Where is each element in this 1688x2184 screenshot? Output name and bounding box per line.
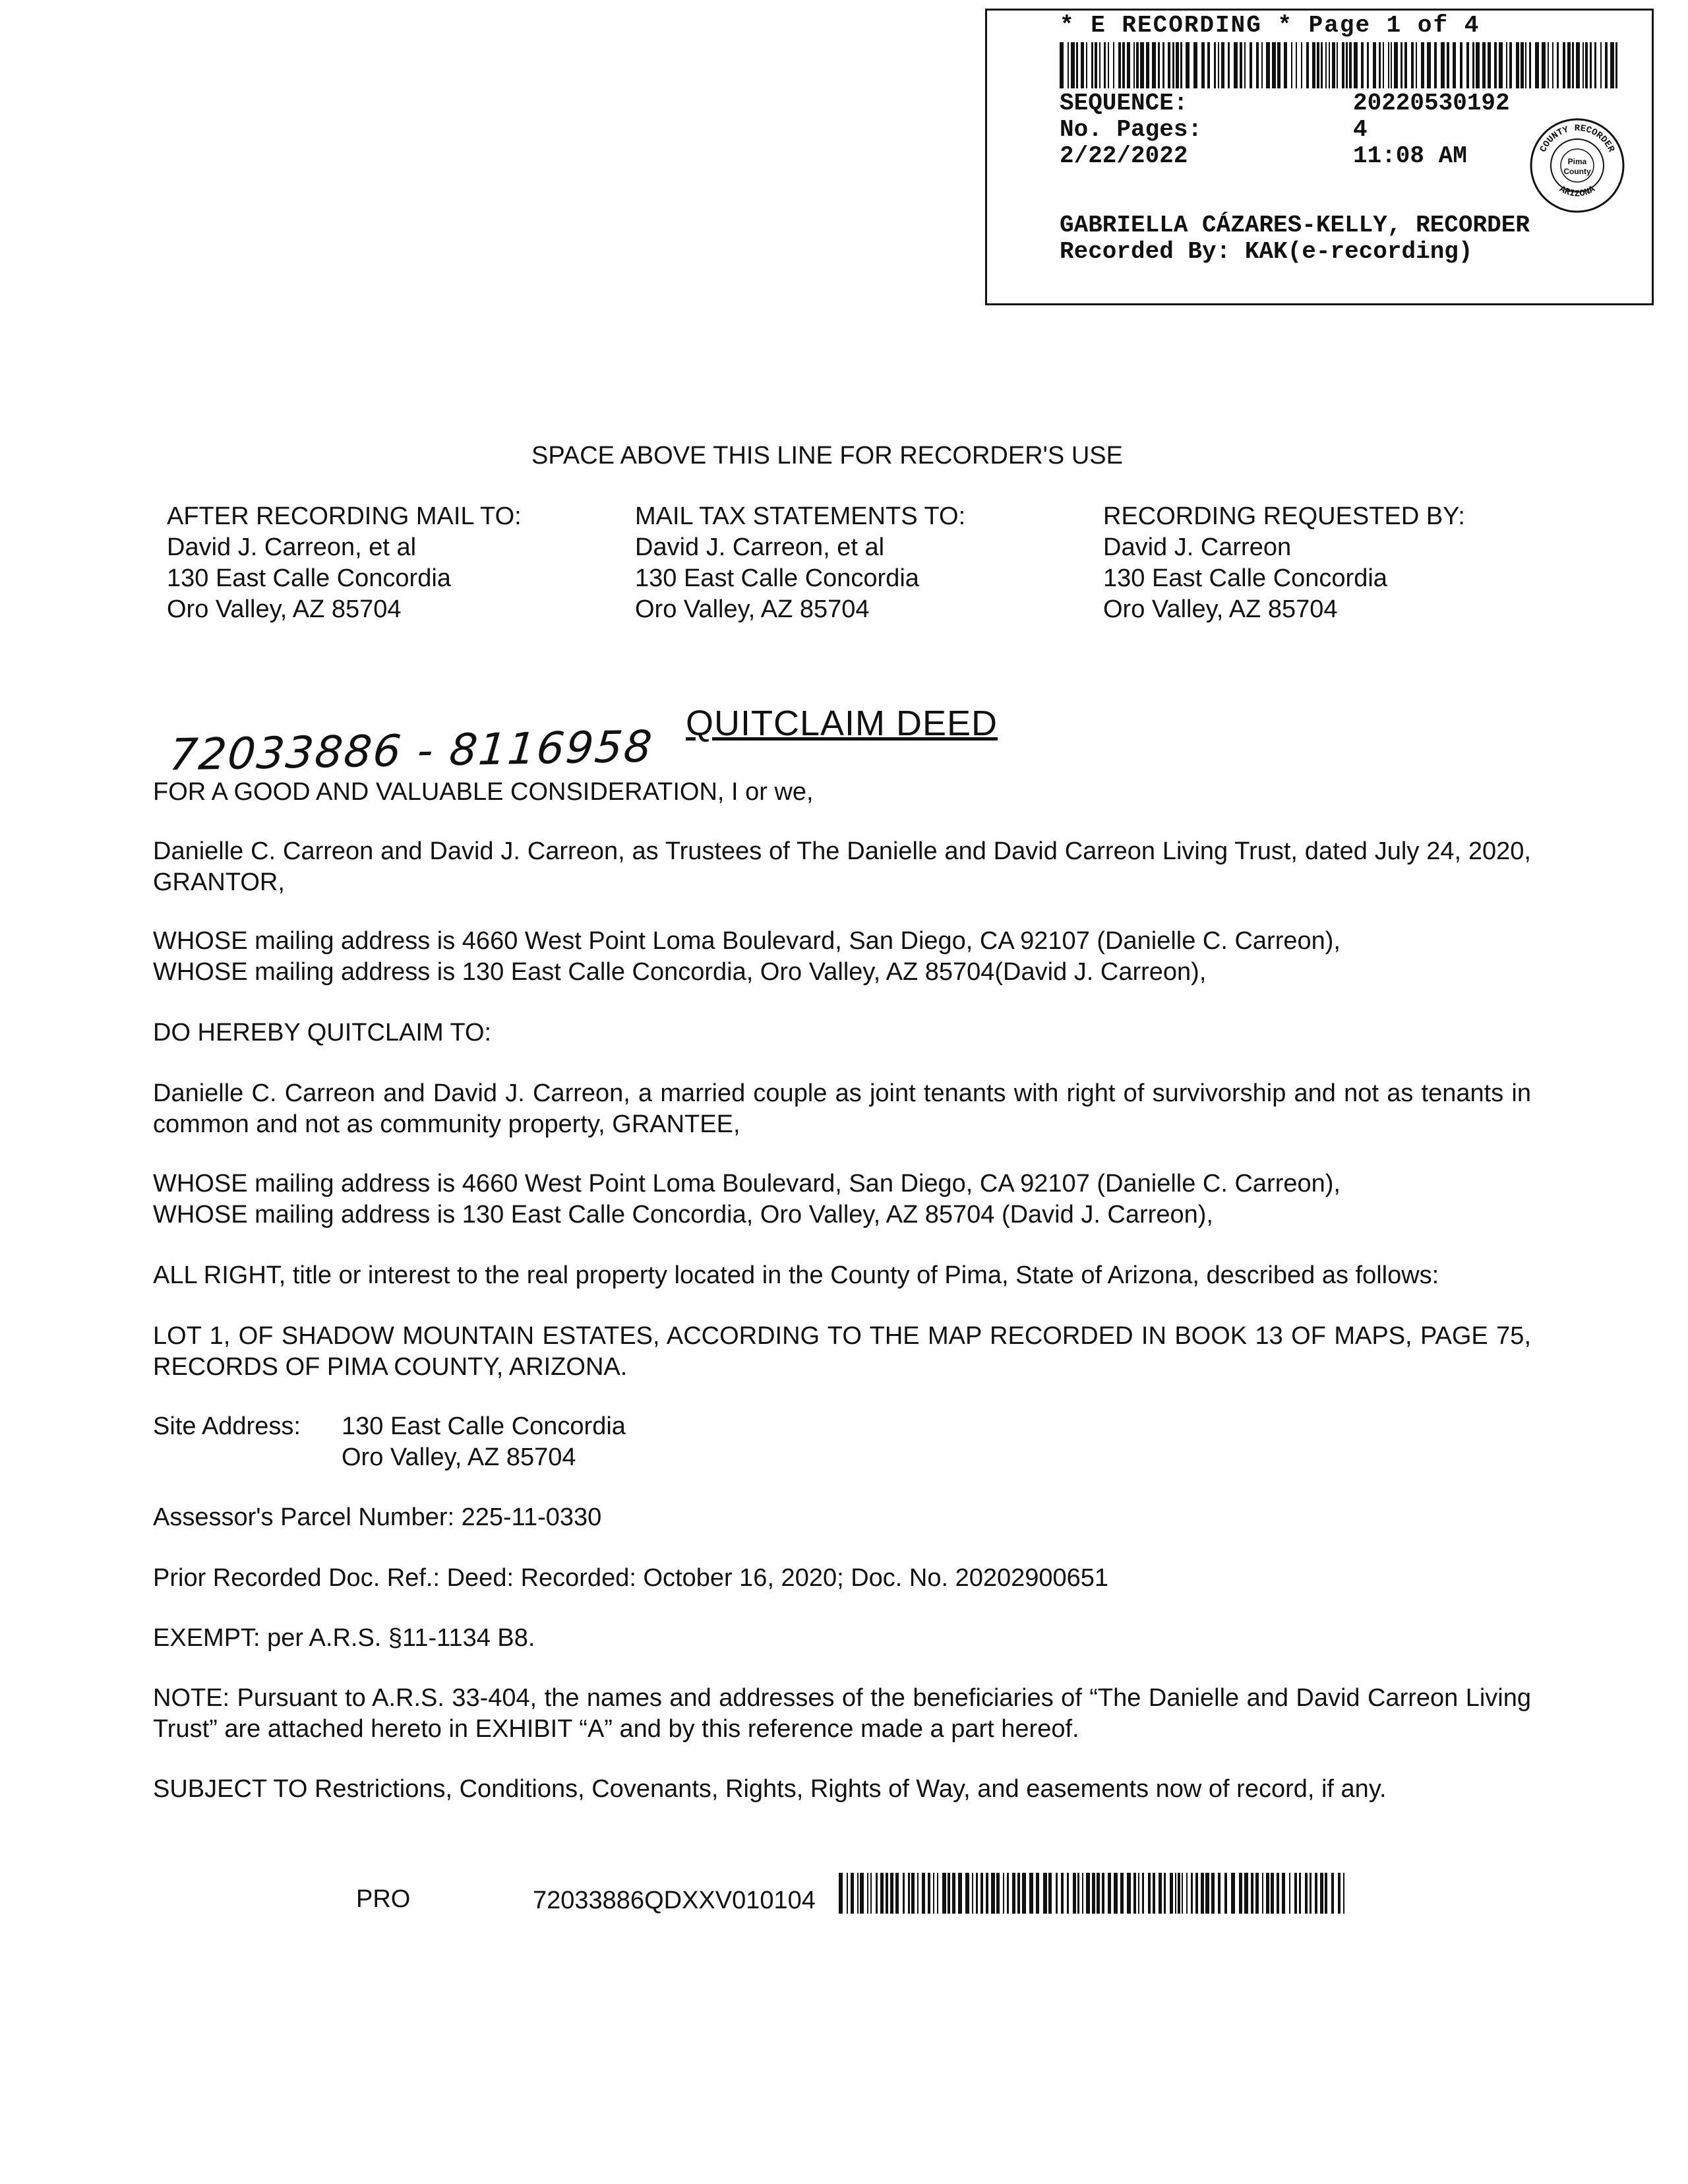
record-date: 2/22/2022 <box>1060 142 1188 169</box>
handwritten-number: 72033886 - 8116958 <box>167 721 655 781</box>
all-right-text: ALL RIGHT, title or interest to the real property located in the County of Pima, State of Arizona, described as follows: <box>153 1261 1439 1289</box>
seal-bottom-text: ARIZONA <box>1557 184 1598 200</box>
seal-center-1: Pima <box>1567 157 1587 166</box>
recorded-by: Recorded By: KAK(e-recording) <box>1060 238 1473 265</box>
address-city: Oro Valley, AZ 85704 <box>635 595 870 623</box>
note-text: NOTE: Pursuant to A.R.S. 33-404, the names and addresses of the beneficiaries of “The Danielle and David Carreon Living Trust” are attached hereto in EXHIBIT “A” and by this reference made a part hereof. <box>153 1684 1531 1743</box>
seal-center-2: County <box>1563 167 1591 176</box>
recorder-space-note: SPACE ABOVE THIS LINE FOR RECORDER'S USE <box>531 442 1123 470</box>
sequence-label: SEQUENCE: <box>1060 90 1188 117</box>
county-recorder-seal <box>1528 116 1627 215</box>
grantor-address-1: WHOSE mailing address is 4660 West Point Loma Boulevard, San Diego, CA 92107 (Danielle C. Carreon), <box>153 927 1341 955</box>
footer-pro: PRO <box>356 1885 411 1913</box>
address-street: 130 East Calle Concordia <box>167 564 451 592</box>
pages-label: No. Pages: <box>1060 116 1203 143</box>
pages-value: 4 <box>1353 116 1368 143</box>
prior-doc-ref: Prior Recorded Doc. Ref.: Deed: Recorded: October 16, 2020; Doc. No. 20202900651 <box>153 1564 1109 1592</box>
recording-stamp <box>985 9 1654 305</box>
recorder-name: GABRIELLA CÁZARES-KELLY, RECORDER <box>1060 212 1530 239</box>
address-heading: AFTER RECORDING MAIL TO: <box>167 502 522 530</box>
grantee-address-1: WHOSE mailing address is 4660 West Point Loma Boulevard, San Diego, CA 92107 (Danielle C. Carreon), <box>153 1170 1341 1198</box>
address-name: David J. Carreon, et al <box>635 533 885 561</box>
sequence-value: 20220530192 <box>1353 90 1510 117</box>
grantee-address-2: WHOSE mailing address is 130 East Calle Concordia, Oro Valley, AZ 85704 (David J. Carreon), <box>153 1201 1213 1228</box>
address-street: 130 East Calle Concordia <box>635 564 919 592</box>
site-address-line-2: Oro Valley, AZ 85704 <box>342 1443 576 1471</box>
legal-description: LOT 1, OF SHADOW MOUNTAIN ESTATES, ACCORDING TO THE MAP RECORDED IN BOOK 13 OF MAPS, PAGE 75, RECORDS OF PIMA COUNTY, ARIZONA. <box>153 1322 1531 1381</box>
address-street: 130 East Calle Concordia <box>1103 564 1387 592</box>
grantor-text: Danielle C. Carreon and David J. Carreon, as Trustees of The Danielle and David Carreon Living Trust, dated July 24, 2020, GRANTOR, <box>153 837 1531 896</box>
exempt-text: EXEMPT: per A.R.S. §11-1134 B8. <box>153 1624 535 1652</box>
parcel-number: Assessor's Parcel Number: 225-11-0330 <box>153 1503 602 1531</box>
site-address-line-1: 130 East Calle Concordia <box>342 1412 626 1440</box>
grantor-address-2: WHOSE mailing address is 130 East Calle Concordia, Oro Valley, AZ 85704(David J. Carreon), <box>153 958 1207 986</box>
svg-text:ARIZONA <box>1557 184 1598 200</box>
stamp-header: * E RECORDING * Page 1 of 4 <box>1060 12 1480 39</box>
footer-barcode <box>839 1873 1345 1914</box>
stamp-barcode <box>1060 42 1620 88</box>
mail-tax-block <box>635 501 1070 625</box>
consideration-text: FOR A GOOD AND VALUABLE CONSIDERATION, I or we, <box>153 778 814 806</box>
address-city: Oro Valley, AZ 85704 <box>1103 595 1338 623</box>
requested-by-block <box>1103 501 1538 625</box>
site-address-label: Site Address: <box>153 1412 301 1440</box>
subject-to-text: SUBJECT TO Restrictions, Conditions, Covenants, Rights, Rights of Way, and easements now of record, if any. <box>153 1775 1387 1803</box>
after-recording-block <box>167 501 602 625</box>
address-name: David J. Carreon, et al <box>167 533 417 561</box>
quitclaim-to-text: DO HEREBY QUITCLAIM TO: <box>153 1019 492 1046</box>
document-title: QUITCLAIM DEED <box>686 704 998 743</box>
grantee-text: Danielle C. Carreon and David J. Carreon, a married couple as joint tenants with right of survivorship and not as tenants in common and not as community property, GRANTEE, <box>153 1079 1531 1138</box>
footer-document-code: 72033886QDXXV010104 <box>533 1887 816 1914</box>
address-city: Oro Valley, AZ 85704 <box>167 595 402 623</box>
address-heading: RECORDING REQUESTED BY: <box>1103 502 1465 530</box>
address-heading: MAIL TAX STATEMENTS TO: <box>635 502 966 530</box>
seal-top-text: COUNTY RECORDER <box>1538 123 1617 154</box>
address-name: David J. Carreon <box>1103 533 1292 561</box>
record-time: 11:08 AM <box>1353 142 1467 169</box>
